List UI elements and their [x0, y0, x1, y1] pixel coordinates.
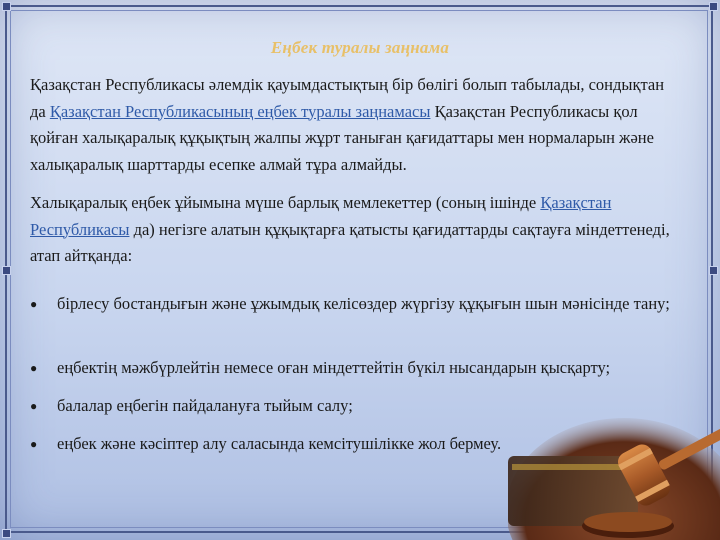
judge-gavel-image [508, 414, 720, 540]
paragraph-obligations-text-end: да) негізге алатын құқықтарға қатысты қағидаттарды сақтауға міндеттенеді, атап айтқанда: [30, 219, 670, 265]
republic-link[interactable]: Қазақстан Республикасы [30, 193, 612, 239]
paragraph-obligations [30, 190, 680, 270]
bullet-icon: ● [30, 437, 38, 451]
labor-legislation-link[interactable]: Қазақстан Республикасының еңбек туралы заңнамасы [49, 101, 431, 121]
frame-corner-ornament [709, 2, 718, 11]
paragraph-obligations-text-start: Халықаралық еңбек ұйымына мүше барлық мемлекеттер (соның ішінде [30, 193, 541, 212]
list-item-text: еңбектің мәжбүрлейтін немесе оған міндеттейтін бүкіл нысандарын қысқарту; [57, 358, 611, 377]
frame-corner-ornament [2, 529, 11, 538]
book-gilt-line [512, 464, 632, 470]
paragraph-intro-text-start: Қазақстан Республикасы әлемдік қауымдастықтың бір бөлігі болып табылады, сондықтан да [30, 75, 665, 121]
list-item-text: бірлесу бостандығын және ұжымдық келісөздер жүргізу құқығын шын мәнісінде тану; [57, 294, 670, 313]
frame-side-ornament [709, 266, 718, 275]
paragraph-intro [30, 72, 680, 178]
gavel-illustration [508, 414, 720, 540]
list-item-text: еңбек және кәсіптер алу саласында кемсітушілікке жол бермеу. [57, 434, 502, 453]
frame-corner-ornament [2, 2, 11, 11]
paragraph-intro-text-end: Қазақстан Республикасы қол қойған халықаралық құқықтың жалпы жұрт таныған қағидаттары мен нормаларын және халықаралық шарттарды есепке алмай тұра алмайды. [30, 101, 654, 174]
bullet-icon: ● [30, 297, 38, 311]
list-item-text: балалар еңбегін пайдалануға тыйым салу; [57, 396, 353, 415]
bullet-icon: ● [30, 361, 38, 375]
slide-body [30, 72, 680, 282]
slide-title: Еңбек туралы заңнама [270, 38, 450, 57]
frame-side-ornament [2, 266, 11, 275]
sound-block-top [584, 512, 672, 532]
bullet-icon: ● [30, 399, 38, 413]
